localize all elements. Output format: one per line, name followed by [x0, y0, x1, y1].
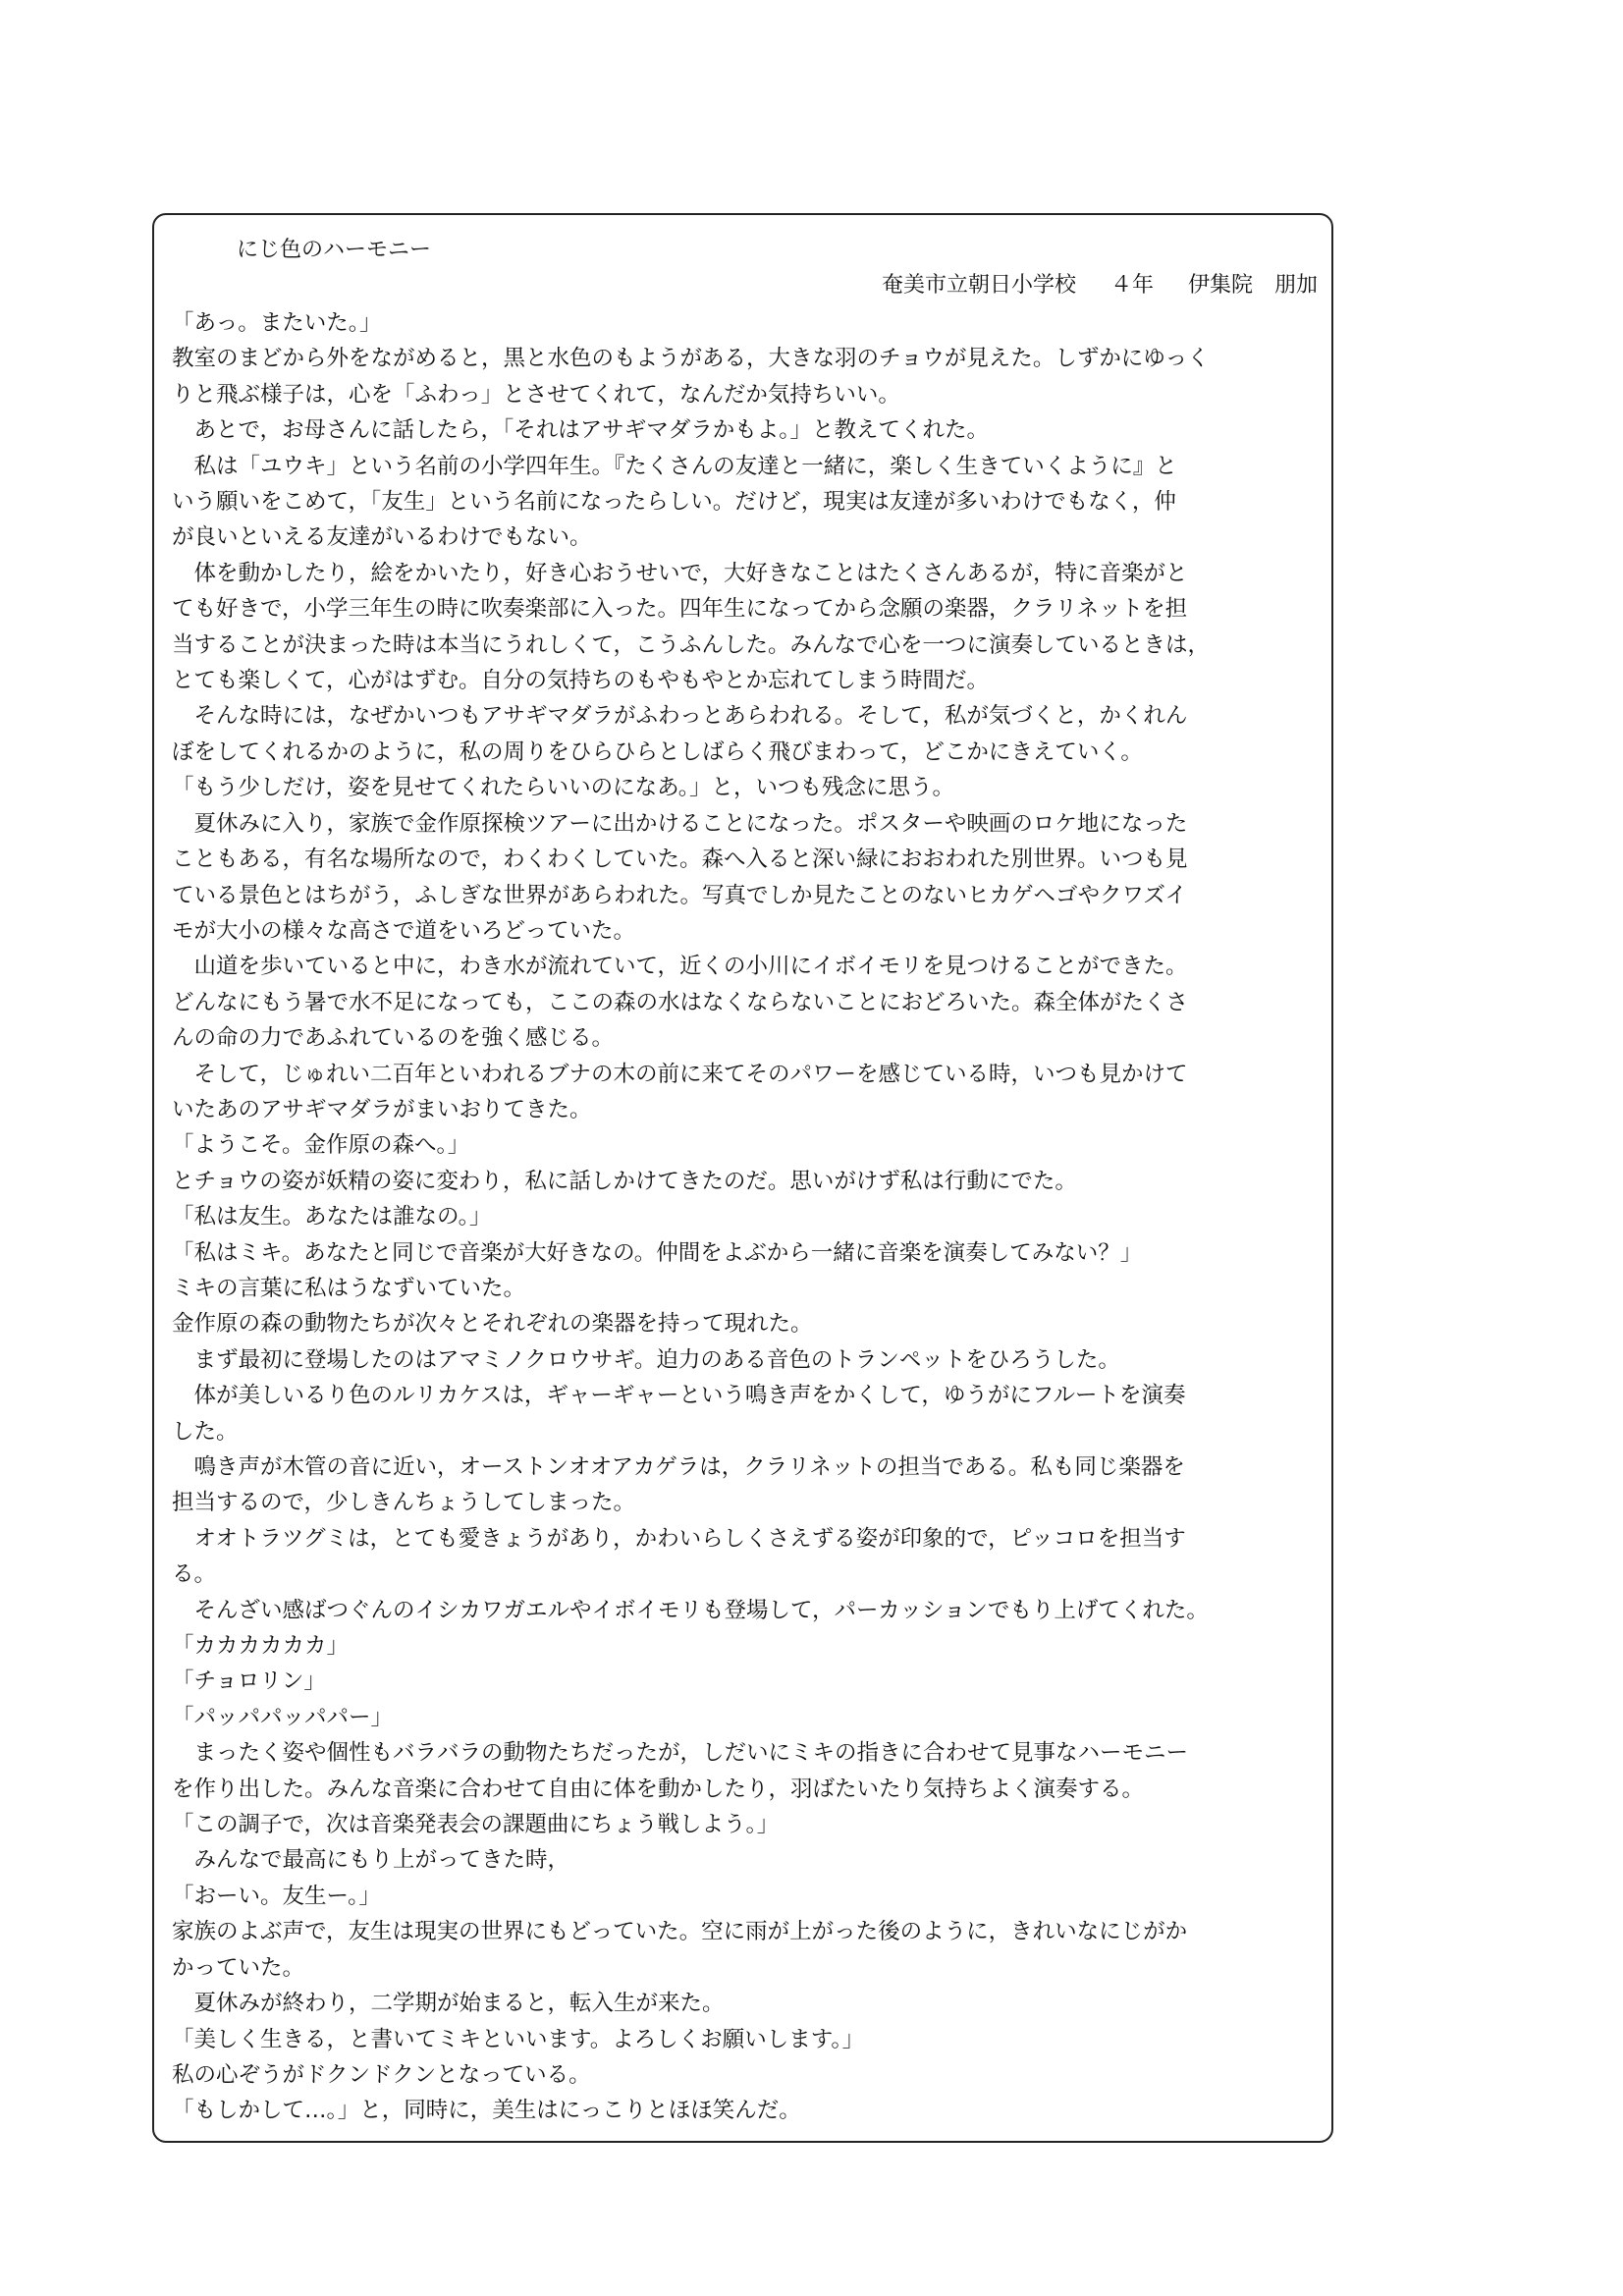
story-line: 私の心ぞうがドクンドクンとなっている。: [172, 2061, 591, 2088]
story-line: 当することが決まった時は本当にうれしくて，こうふんした。みんなで心を一つに演奏しているときは，: [172, 631, 1211, 658]
story-line: 「この調子で，次は音楽発表会の課題曲にちょう戦しよう。」: [172, 1812, 780, 1838]
story-line: そんな時には，なぜかいつもアサギマダラがふわっとあらわれる。そして，私が気づくと，かくれん: [172, 703, 1188, 730]
story-line: ても好きで，小学三年生の時に吹奏楽部に入った。四年生になってから念願の楽器，クラリネットを担: [172, 596, 1188, 623]
story-line: りと飛ぶ様子は，心を「ふわっ」とさせてくれて，なんだか気持ちいい。: [172, 381, 900, 408]
story-line: 「私は友生。あなたは誰なの。」: [172, 1204, 492, 1230]
story-line: る。: [172, 1561, 217, 1588]
story-line: 「チョロリン」: [172, 1668, 326, 1695]
story-line: いたあのアサギマダラがまいおりてきた。: [172, 1096, 592, 1122]
story-line: いう願いをこめて，「友生」という名前になったらしい。だけど，現実は友達が多いわけでもなく，仲: [172, 489, 1176, 516]
story-line: 金作原の森の動物たちが次々とそれぞれの楽器を持って現れた。: [172, 1311, 813, 1338]
story-line: オオトラツグミは，とても愛きょうがあり，かわいらしくさえずる姿が印象的で，ピッコロを担当す: [172, 1525, 1186, 1552]
story-title: にじ色のハーモニー: [237, 238, 432, 262]
story-line: そんざい感ばつぐんのイシカワガエルやイボイモリも登場して，パーカッションでもり上げてくれた。: [172, 1597, 1209, 1623]
story-line: を作り出した。みんな音楽に合わせて自由に体を動かしたり，羽ばたいたり気持ちよく演奏する。: [172, 1776, 1145, 1802]
document-frame: [152, 213, 1333, 2143]
author-grade: ４年: [1109, 273, 1154, 298]
story-line: 「ようこそ。金作原の森へ。」: [172, 1132, 470, 1159]
story-line: 担当するので，少しきんちょうしてしまった。: [172, 1490, 636, 1516]
story-line: モが大小の様々な高さで道をいろどっていた。: [172, 917, 636, 944]
story-line: が良いといえる友達がいるわけでもない。: [172, 524, 592, 551]
story-line: ている景色とはちがう，ふしぎな世界があらわれた。写真でしか見たことのないヒカゲヘゴやクワズイ: [172, 882, 1187, 908]
story-line: まず最初に登場したのはアマミノクロウサギ。迫力のある音色のトランペットをひろうした。: [172, 1346, 1120, 1373]
author-name: 伊集院 朋加: [1187, 273, 1318, 298]
story-line: 山道を歩いていると中に，わき水が流れていて，近くの小川にイボイモリを見つけることができた。: [172, 954, 1188, 980]
story-line: 家族のよぶ声で，友生は現実の世界にもどっていた。空に雨が上がった後のように，きれいなにじがか: [172, 1919, 1188, 1945]
story-line: 体を動かしたり，絵をかいたり，好き心おうせいで，大好きなことはたくさんあるが，特に音楽がと: [172, 560, 1188, 586]
story-line: 「もう少しだけ，姿を見せてくれたらいいのになあ。」と，いつも残念に思う。: [172, 775, 954, 801]
story-line: 鳴き声が木管の音に近い，オーストンオオアカゲラは，クラリネットの担当である。私も同じ楽器を: [172, 1454, 1185, 1480]
story-body: [172, 305, 1318, 2129]
story-line: 「おーい。友生ー。」: [172, 1883, 381, 1909]
story-line: かっていた。: [172, 1954, 305, 1981]
story-line: 教室のまどから外をながめると，黒と水色のもようがある，大きな羽のチョウが見えた。しずかにゆっく: [172, 346, 1210, 372]
story-line: 夏休みが終わり，二学期が始まると，転入生が来た。: [172, 1991, 725, 2017]
story-line: 「私はミキ。あなたと同じで音楽が大好きなの。仲間をよぶから一緒に音楽を演奏してみない？」: [172, 1239, 1143, 1266]
story-line: どんなにもう暑で水不足になっても，ここの森の水はなくならないことにおどろいた。森全体がたくさ: [172, 989, 1189, 1015]
story-line: 夏休みに入り，家族で金作原探検ツアーに出かけることになった。ポスターや映画のロケ地になった: [172, 810, 1188, 837]
story-line: ぼをしてくれるかのように，私の周りをひらひらとしばらく飛びまわって，どこかにきえていく。: [172, 738, 1143, 765]
story-line: 「カカカカカカ」: [172, 1633, 350, 1660]
story-line: した。: [172, 1418, 239, 1445]
story-line: 「美しく生きる，と書いてミキといいます。よろしくお願いします。」: [172, 2026, 865, 2052]
story-line: 「もしかして…。」と，同時に，美生はにっこりとほほ笑んだ。: [172, 2098, 801, 2124]
author-school: 奄美市立朝日小学校: [881, 273, 1076, 298]
story-line: 「パッパパッパパー」: [172, 1704, 394, 1730]
story-line: ミキの言葉に私はうなずいていた。: [172, 1275, 526, 1301]
author-line: [172, 268, 1318, 303]
story-line: みんなで最高にもり上がってきた時，: [172, 1847, 570, 1874]
story-line: とても楽しくて，心がはずむ。自分の気持ちのもやもやとか忘れてしまう時間だ。: [172, 668, 990, 694]
story-line: 体が美しいるり色のルリカケスは，ギャーギャーという鳴き声をかくして，ゆうがにフルートを演奏: [172, 1383, 1186, 1409]
story-line: あとで，お母さんに話したら，「それはアサギマダラかもよ。」と教えてくれた。: [172, 417, 990, 444]
story-line: んの命の力であふれているのを強く感じる。: [172, 1025, 615, 1052]
story-line: 「あっ。またいた。」: [172, 310, 382, 336]
story-line: こともある，有名な場所なので，わくわくしていた。森へ入ると深い緑におおわれた別世界。いつも見: [172, 847, 1188, 873]
story-line: 私は「ユウキ」という名前の小学四年生。『たくさんの友達と一緒に，楽しく生きていくように』と: [172, 453, 1177, 479]
story-line: そして，じゅれい二百年といわれるブナの木の前に来てそのパワーを感じている時，いつも見かけて: [172, 1061, 1188, 1087]
story-line: とチョウの姿が妖精の姿に変わり，私に話しかけてきたのだ。思いがけず私は行動にでた。: [172, 1168, 1077, 1194]
story-line: まったく姿や個性もバラバラの動物たちだったが，しだいにミキの指きに合わせて見事なハーモニー: [172, 1740, 1189, 1767]
